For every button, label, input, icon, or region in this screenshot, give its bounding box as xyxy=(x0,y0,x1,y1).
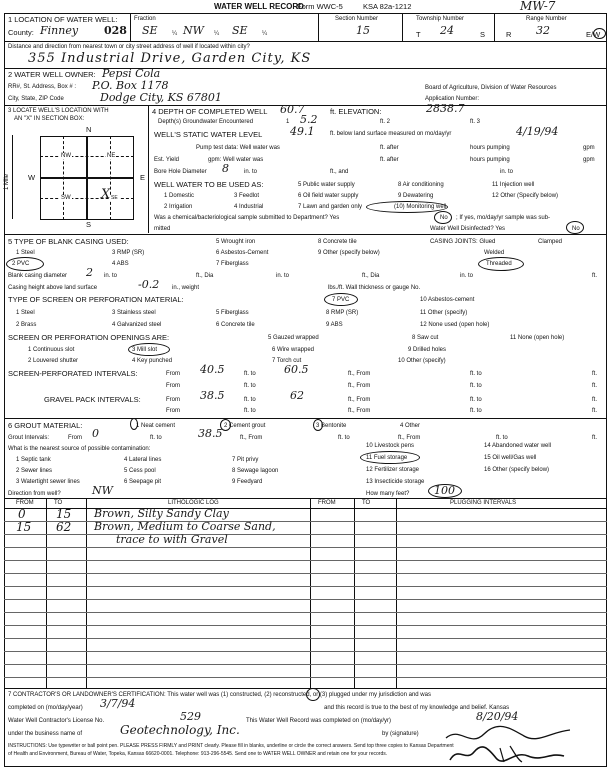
row-line xyxy=(4,638,607,639)
screen-7-circle xyxy=(324,293,358,306)
s-label: S xyxy=(480,30,486,39)
howmany-value: 100 xyxy=(434,484,455,497)
spi-ft: ft. xyxy=(592,371,598,377)
grout-1: 1 Neat cement xyxy=(136,423,176,429)
spi-label: SCREEN-PERFORATED INTERVALS: xyxy=(8,369,138,378)
ew-circle xyxy=(593,28,606,39)
r-label: R xyxy=(506,30,512,39)
s6-label: 6 GROUT MATERIAL: xyxy=(8,421,83,430)
open-5: 5 Gauzed wrapped xyxy=(268,335,319,341)
grout-3-circle xyxy=(313,419,323,431)
row-line xyxy=(4,599,607,600)
mile-line xyxy=(12,135,13,219)
divider xyxy=(402,13,403,41)
grid-sw: SW xyxy=(61,195,71,201)
rule xyxy=(4,105,607,106)
s2-label: 2 WATER WELL OWNER: xyxy=(8,70,96,79)
plug-to-header: TO xyxy=(362,500,371,506)
contam-6: 6 Seepage pit xyxy=(124,479,162,485)
rule xyxy=(4,688,607,689)
contam-13: 13 Insecticide storage xyxy=(366,479,425,485)
log-row2-desc: Brown, Medium to Coarse Sand, xyxy=(94,520,276,533)
quarter-2: ¼ xyxy=(214,31,220,37)
bcd-dia2: ft., Dia xyxy=(362,273,380,279)
screen-1: 1 Steel xyxy=(16,310,35,316)
casing-6: 6 Asbestos-Cement xyxy=(216,250,269,256)
gpi-ft: ft. xyxy=(592,397,598,403)
row-line xyxy=(4,664,607,665)
grid-dash xyxy=(110,136,112,220)
section-value: 15 xyxy=(356,24,370,37)
gi-label: Grout Intervals: xyxy=(8,435,50,441)
rule xyxy=(4,68,607,69)
contam-14: 14 Abandoned water well xyxy=(484,443,552,449)
static-date: 4/19/94 xyxy=(516,125,559,138)
bcd-into3: in. to xyxy=(460,273,474,279)
use-9: 9 Dewatering xyxy=(398,193,434,199)
contam-7: 7 Pit privy xyxy=(232,457,259,463)
spi-to2: ft. to xyxy=(470,371,482,377)
rule xyxy=(4,418,607,419)
log-row1-desc: Brown, Silty Sandy Clay xyxy=(94,507,229,520)
spi-to-value: 60.5 xyxy=(284,363,309,376)
bcd-label: Blank casing diameter xyxy=(8,273,68,279)
contam-2: 2 Sewer lines xyxy=(16,468,53,474)
welded: Welded xyxy=(484,250,505,256)
contam-5: 5 Cess pool xyxy=(124,468,156,474)
contam-9: 9 Feedyard xyxy=(232,479,263,485)
static-value: 49.1 xyxy=(290,125,315,138)
corner-mark: MW-7 xyxy=(520,0,556,13)
bore-into2: in. to xyxy=(500,169,514,175)
casing-1: 1 Steel xyxy=(16,250,35,256)
s1-label: 1 LOCATION OF WATER WELL: xyxy=(8,15,118,24)
joints-label: CASING JOINTS: Glued xyxy=(430,239,496,245)
row-line xyxy=(4,625,607,626)
bcd-dia: ft., Dia xyxy=(196,273,214,279)
gpi-from: From xyxy=(166,397,180,403)
use-5: 5 Public water supply xyxy=(298,182,355,188)
record-value: 8/20/94 xyxy=(476,710,519,723)
open-7: 7 Torch cut xyxy=(272,358,302,364)
ksa-number: KSA 82a-1212 xyxy=(363,2,412,11)
fraction-label: Fraction xyxy=(134,16,156,22)
s3-label: 3 LOCATE WELL'S LOCATION WITH xyxy=(8,108,109,114)
screen-12: 12 None used (open hole) xyxy=(420,322,490,328)
clamped: Clamped xyxy=(538,239,563,245)
fraction-2: NW xyxy=(183,24,204,37)
grid-se: SE xyxy=(111,195,118,201)
gw-value: 5.2 xyxy=(300,113,318,126)
disinf-no: No xyxy=(572,226,580,232)
city-label: City, State, ZIP Code xyxy=(8,96,64,102)
spi-from2: From xyxy=(166,383,180,389)
spi-ft2: ft. xyxy=(592,383,598,389)
grout-3: 3 Bentonite xyxy=(316,423,347,429)
yield-gpm2: gpm xyxy=(583,157,595,163)
rule xyxy=(4,41,607,42)
grid-w: W xyxy=(28,173,36,182)
gpi-ftfrom2: ft., From xyxy=(348,408,371,414)
range-label: Range Number xyxy=(526,16,567,22)
yield-hours: hours pumping xyxy=(470,157,510,163)
gpi-to: ft. to xyxy=(244,397,256,403)
use-6: 6 Oil field water supply xyxy=(298,193,359,199)
row-line xyxy=(4,612,607,613)
open-6: 6 Wire wrapped xyxy=(272,347,315,353)
instructions-2: of Health and Environment, Bureau of Water, Topeka, Kansas 66620-0001. Telephone: 913-296-5545. Send one to WATER WELL OWNER and retain one for your records. xyxy=(8,751,388,757)
pump-gpm: gpm xyxy=(583,145,595,151)
open-3-circle xyxy=(128,343,170,356)
screen-5: 5 Fiberglass xyxy=(216,310,249,316)
business-value: Geotechnology, Inc. xyxy=(120,723,240,737)
contam-12: 12 Fertilizer storage xyxy=(366,467,420,473)
gi-ft: ft. xyxy=(592,435,598,441)
bcd-into2: in. to xyxy=(276,273,290,279)
rule xyxy=(4,498,607,499)
screen-8: 8 RMP (SR) xyxy=(326,310,359,316)
chem-tail: ; If yes, mo/day/yr sample was sub- xyxy=(456,215,551,221)
chem-no-circle xyxy=(434,211,452,224)
log-row1-to: 15 xyxy=(56,507,72,521)
completed-tail: and this record is true to the best of my knowledge and belief. Kansas xyxy=(324,705,510,711)
spi-from: From xyxy=(166,371,180,377)
row-line xyxy=(4,560,607,561)
mitted: mitted xyxy=(154,226,171,232)
business-label: under the business name of xyxy=(8,731,83,737)
gi-to-value: 38.5 xyxy=(198,427,223,440)
rr-value: P.O. Box 1178 xyxy=(92,79,169,92)
use-4: 4 Industrial xyxy=(234,204,264,210)
spi-ftfrom: ft., From xyxy=(348,371,371,377)
range-value: 32 xyxy=(536,24,550,37)
form-title: WATER WELL RECORD xyxy=(214,2,304,11)
use-8: 8 Air conditioning xyxy=(398,182,444,188)
bcd-value: 2 xyxy=(86,266,93,279)
spi-to: ft. to xyxy=(244,371,256,377)
grid-dash xyxy=(63,136,65,220)
screen-2: 2 Brass xyxy=(16,322,37,328)
casing-2: 2 PVC xyxy=(12,261,30,267)
record-label: This Water Well Record was completed on (mo/day/yr) xyxy=(246,718,392,724)
yield-label: Est. Yield xyxy=(154,157,180,163)
gpi-label: GRAVEL PACK INTERVALS: xyxy=(44,395,141,404)
signature-label: by (signature) xyxy=(382,731,419,737)
use-10-circle xyxy=(366,201,448,213)
direction-value: NW xyxy=(92,484,113,497)
quarter-3: ¼ xyxy=(262,31,268,37)
open-4: 4 Key punched xyxy=(132,358,173,364)
gw-label: Depth(s) Groundwater Encountered xyxy=(158,119,254,125)
quarter-1: ¼ xyxy=(172,31,178,37)
chem-label: Was a chemical/bacteriological sample submitted to Department? Yes xyxy=(154,215,340,221)
height-label: Casing height above land surface xyxy=(8,285,98,291)
threaded: Threaded xyxy=(486,261,512,267)
bore-value: 8 xyxy=(222,162,229,175)
gpi-ftfrom: ft., From xyxy=(348,397,371,403)
gi-to: ft. to xyxy=(150,435,162,441)
threaded-circle xyxy=(478,257,524,271)
row-line xyxy=(4,586,607,587)
elevation-label: ft. ELEVATION: xyxy=(330,107,382,116)
screen-10: 10 Asbestos-cement xyxy=(420,297,475,303)
gi-to3: ft. to xyxy=(496,435,508,441)
divider xyxy=(148,105,149,233)
pump-hours: hours pumping xyxy=(470,145,510,151)
fraction-3: SE xyxy=(232,24,248,37)
open-9: 9 Drilled holes xyxy=(408,347,447,353)
col-line xyxy=(46,498,47,688)
gpi-to4: ft. to xyxy=(470,408,482,414)
grout-4: 4 Other xyxy=(400,423,421,429)
bore-and: ft., and xyxy=(330,169,349,175)
grid-n: N xyxy=(86,125,92,134)
grid-dash xyxy=(40,156,134,158)
casing-8: 8 Concrete tile xyxy=(318,239,357,245)
disinf-label: Water Well Disinfected? Yes xyxy=(430,226,506,232)
height-weight: in., weight xyxy=(172,285,200,291)
ew-label: E/W xyxy=(586,30,601,39)
s5-label: 5 TYPE OF BLANK CASING USED: xyxy=(8,237,129,246)
bore-label: Bore Hole Diameter xyxy=(154,169,207,175)
plug-header: PLUGGING INTERVALS xyxy=(450,500,517,506)
depth-value: 60.7 xyxy=(280,103,305,116)
log-row2-desc2: trace to with Gravel xyxy=(116,533,228,546)
row-line xyxy=(4,534,607,535)
contam-11: 11 Fuel storage xyxy=(366,455,408,461)
distance-label: Distance and direction from nearest town or city street address of well if located within city? xyxy=(8,44,250,50)
pump-label: Pump test data: Well water was xyxy=(196,145,280,151)
constructed-circle xyxy=(306,688,320,701)
contam-1: 1 Septic tank xyxy=(16,457,51,463)
chem-no: No xyxy=(440,215,448,221)
application-label: Application Number: xyxy=(425,96,480,102)
screen-3: 3 Stainless steel xyxy=(112,310,156,316)
contam-3: 3 Watertight sewer lines xyxy=(16,479,80,485)
county-code: 028 xyxy=(104,24,127,37)
use-1: 1 Domestic xyxy=(164,193,195,199)
log-from-header: FROM xyxy=(16,500,34,506)
open-11: 11 None (open hole) xyxy=(510,335,565,341)
log-row1-from: 0 xyxy=(18,507,26,521)
fraction-1: SE xyxy=(142,24,158,37)
grout-1-circle xyxy=(130,418,138,430)
rr-label: RR#, St. Address, Box # : xyxy=(8,84,77,90)
contam-label: What is the nearest source of possible contamination: xyxy=(8,446,151,452)
grid-line xyxy=(86,136,88,220)
height-lbsft: lbs./ft. Wall thickness or gauge No. xyxy=(328,285,421,291)
use-label: WELL WATER TO BE USED AS: xyxy=(154,180,264,189)
open-label: SCREEN OR PERFORATION OPENINGS ARE: xyxy=(8,333,170,342)
yield-gpm: gpm: Well water was xyxy=(208,157,264,163)
gw-ft3: ft. 3 xyxy=(470,119,481,125)
spi-to3: ft. to xyxy=(244,383,256,389)
direction-label: Direction from well? xyxy=(8,491,61,497)
yield-after: ft. after xyxy=(380,157,399,163)
use-2: 2 Irrigation xyxy=(164,204,193,210)
howmany-label: How many feet? xyxy=(366,491,410,497)
contam-11-circle xyxy=(360,451,420,464)
bcd-ft: ft. xyxy=(592,273,598,279)
pump-after: ft. after xyxy=(380,145,399,151)
grid-e: E xyxy=(140,173,146,182)
s7-label: 7 CONTRACTOR'S OR LANDOWNER'S CERTIFICATION: This water well was (1) constructed, (2) reconstructed, or (3) plugged under my jurisdiction and was xyxy=(8,692,431,698)
spi-to4: ft. to xyxy=(470,383,482,389)
log-row2-to: 62 xyxy=(56,520,72,534)
bore-into: in. to xyxy=(244,169,258,175)
use-10: (10) Monitoring well xyxy=(394,204,447,210)
grid-s: S xyxy=(86,220,92,229)
gi-ftfrom: ft., From xyxy=(240,435,263,441)
screen-4: 4 Galvanized steel xyxy=(112,322,162,328)
s3-label2: AN "X" IN SECTION BOX: xyxy=(14,116,85,122)
row-line xyxy=(4,547,607,548)
grid-x-mark: X xyxy=(101,187,111,202)
instructions: INSTRUCTIONS: Use typewriter or ball point pen. PLEASE PRESS FIRMLY and PRINT clearly. Please fill in blanks, underline or circle the correct answers. Send top three copies to Kansas Department xyxy=(8,743,454,749)
gpi-to2: ft. to xyxy=(470,397,482,403)
signature-image xyxy=(440,722,590,766)
divider xyxy=(318,13,319,41)
open-10: 10 Other (specify) xyxy=(398,358,446,364)
city-value: Dodge City, KS 67801 xyxy=(100,91,222,104)
casing-9: 9 Other (specify below) xyxy=(318,250,380,256)
disinf-no-circle xyxy=(566,221,584,234)
casing-2-circle xyxy=(6,257,44,271)
howmany-circle xyxy=(428,484,462,498)
log-row2-from: 15 xyxy=(16,520,32,534)
county-label: County: xyxy=(8,28,34,37)
elevation-value: 2838.7 xyxy=(426,102,465,115)
use-3: 3 Feedlot xyxy=(234,193,260,199)
litho-header: LITHOLOGIC LOG xyxy=(168,500,219,506)
screen-6: 6 Concrete tile xyxy=(216,322,255,328)
gi-ftfrom2: ft., From xyxy=(398,435,421,441)
rule xyxy=(4,234,607,235)
casing-3: 3 RMP (SR) xyxy=(112,250,145,256)
contam-16: 16 Other (specify below) xyxy=(484,467,550,473)
use-11: 11 Injection well xyxy=(492,182,535,188)
row-line xyxy=(4,651,607,652)
row-line xyxy=(4,677,607,678)
screen-9: 9 ABS xyxy=(326,322,343,328)
s4-label: 4 DEPTH OF COMPLETED WELL xyxy=(152,107,268,116)
open-8: 8 Saw cut xyxy=(412,335,439,341)
open-2: 2 Louvered shutter xyxy=(28,358,79,364)
distance-value: 355 Industrial Drive, Garden City, KS xyxy=(28,51,312,66)
open-3: 3 Mill slot xyxy=(132,347,158,353)
bcd-into: in. to xyxy=(104,273,118,279)
height-value: -0.2 xyxy=(138,278,160,291)
form-number: Form WWC-5 xyxy=(297,2,343,11)
township-label: Township Number xyxy=(416,16,465,22)
grout-2: 2 Cement grout xyxy=(224,423,266,429)
col-line xyxy=(354,498,355,688)
spi-from-value: 40.5 xyxy=(200,363,225,376)
casing-7: 7 Fiberglass xyxy=(216,261,249,267)
gw-1: 1 xyxy=(286,119,290,125)
open-1: 1 Continuous slot xyxy=(28,347,75,353)
mile-label: 1 Mile xyxy=(4,173,10,190)
section-label: Section Number xyxy=(335,16,379,22)
license-label: Water Well Contractor's License No. xyxy=(8,718,105,724)
screen-7: 7 PVC xyxy=(332,297,350,303)
contam-15: 15 Oil well/Gas well xyxy=(484,455,537,461)
col-line xyxy=(86,498,87,688)
casing-5: 5 Wrought iron xyxy=(216,239,256,245)
casing-4: 4 ABS xyxy=(112,261,129,267)
gpi-from2: From xyxy=(166,408,180,414)
gpi-to-value: 62 xyxy=(290,389,304,402)
owner-value: Pepsi Cola xyxy=(102,67,161,80)
gi-from-value: 0 xyxy=(92,427,99,440)
gw-ft2: ft. 2 xyxy=(380,119,391,125)
use-7: 7 Lawn and garden only xyxy=(298,204,363,210)
license-value: 529 xyxy=(180,710,201,723)
screen-label: TYPE OF SCREEN OR PERFORATION MATERIAL: xyxy=(8,295,184,304)
t-label: T xyxy=(416,30,421,39)
divider xyxy=(494,13,495,41)
row-line xyxy=(4,573,607,574)
static-label: WELL'S STATIC WATER LEVEL xyxy=(154,130,263,139)
log-to-header: TO xyxy=(54,500,63,506)
grid-ne: NE xyxy=(107,153,116,159)
gpi-to3: ft. to xyxy=(244,408,256,414)
col-line xyxy=(396,498,397,688)
board-text: Board of Agriculture, Division of Water Resources xyxy=(425,85,557,91)
county-value: Finney xyxy=(40,24,79,37)
gpi-from-value: 38.5 xyxy=(200,389,225,402)
gi-to2: ft. to xyxy=(338,435,350,441)
contam-10: 10 Livestock pens xyxy=(366,443,415,449)
grid-nw: NW xyxy=(61,153,71,159)
gi-from: From xyxy=(68,435,82,441)
contam-8: 8 Sewage lagoon xyxy=(232,468,279,474)
completed-label: completed on (mo/day/year) xyxy=(8,705,83,711)
col-line xyxy=(310,498,311,688)
spi-ftfrom2: ft., From xyxy=(348,383,371,389)
screen-11: 11 Other (specify) xyxy=(420,310,468,316)
contam-4: 4 Lateral lines xyxy=(124,457,162,463)
gpi-ft2: ft. xyxy=(592,408,598,414)
static-tail: ft. below land surface measured on mo/day/yr xyxy=(330,131,452,137)
divider xyxy=(130,13,131,41)
completed-value: 3/7/94 xyxy=(100,697,136,710)
township-value: 24 xyxy=(440,24,454,37)
use-12: 12 Other (Specify below) xyxy=(492,193,559,199)
plug-from-header: FROM xyxy=(318,500,336,506)
